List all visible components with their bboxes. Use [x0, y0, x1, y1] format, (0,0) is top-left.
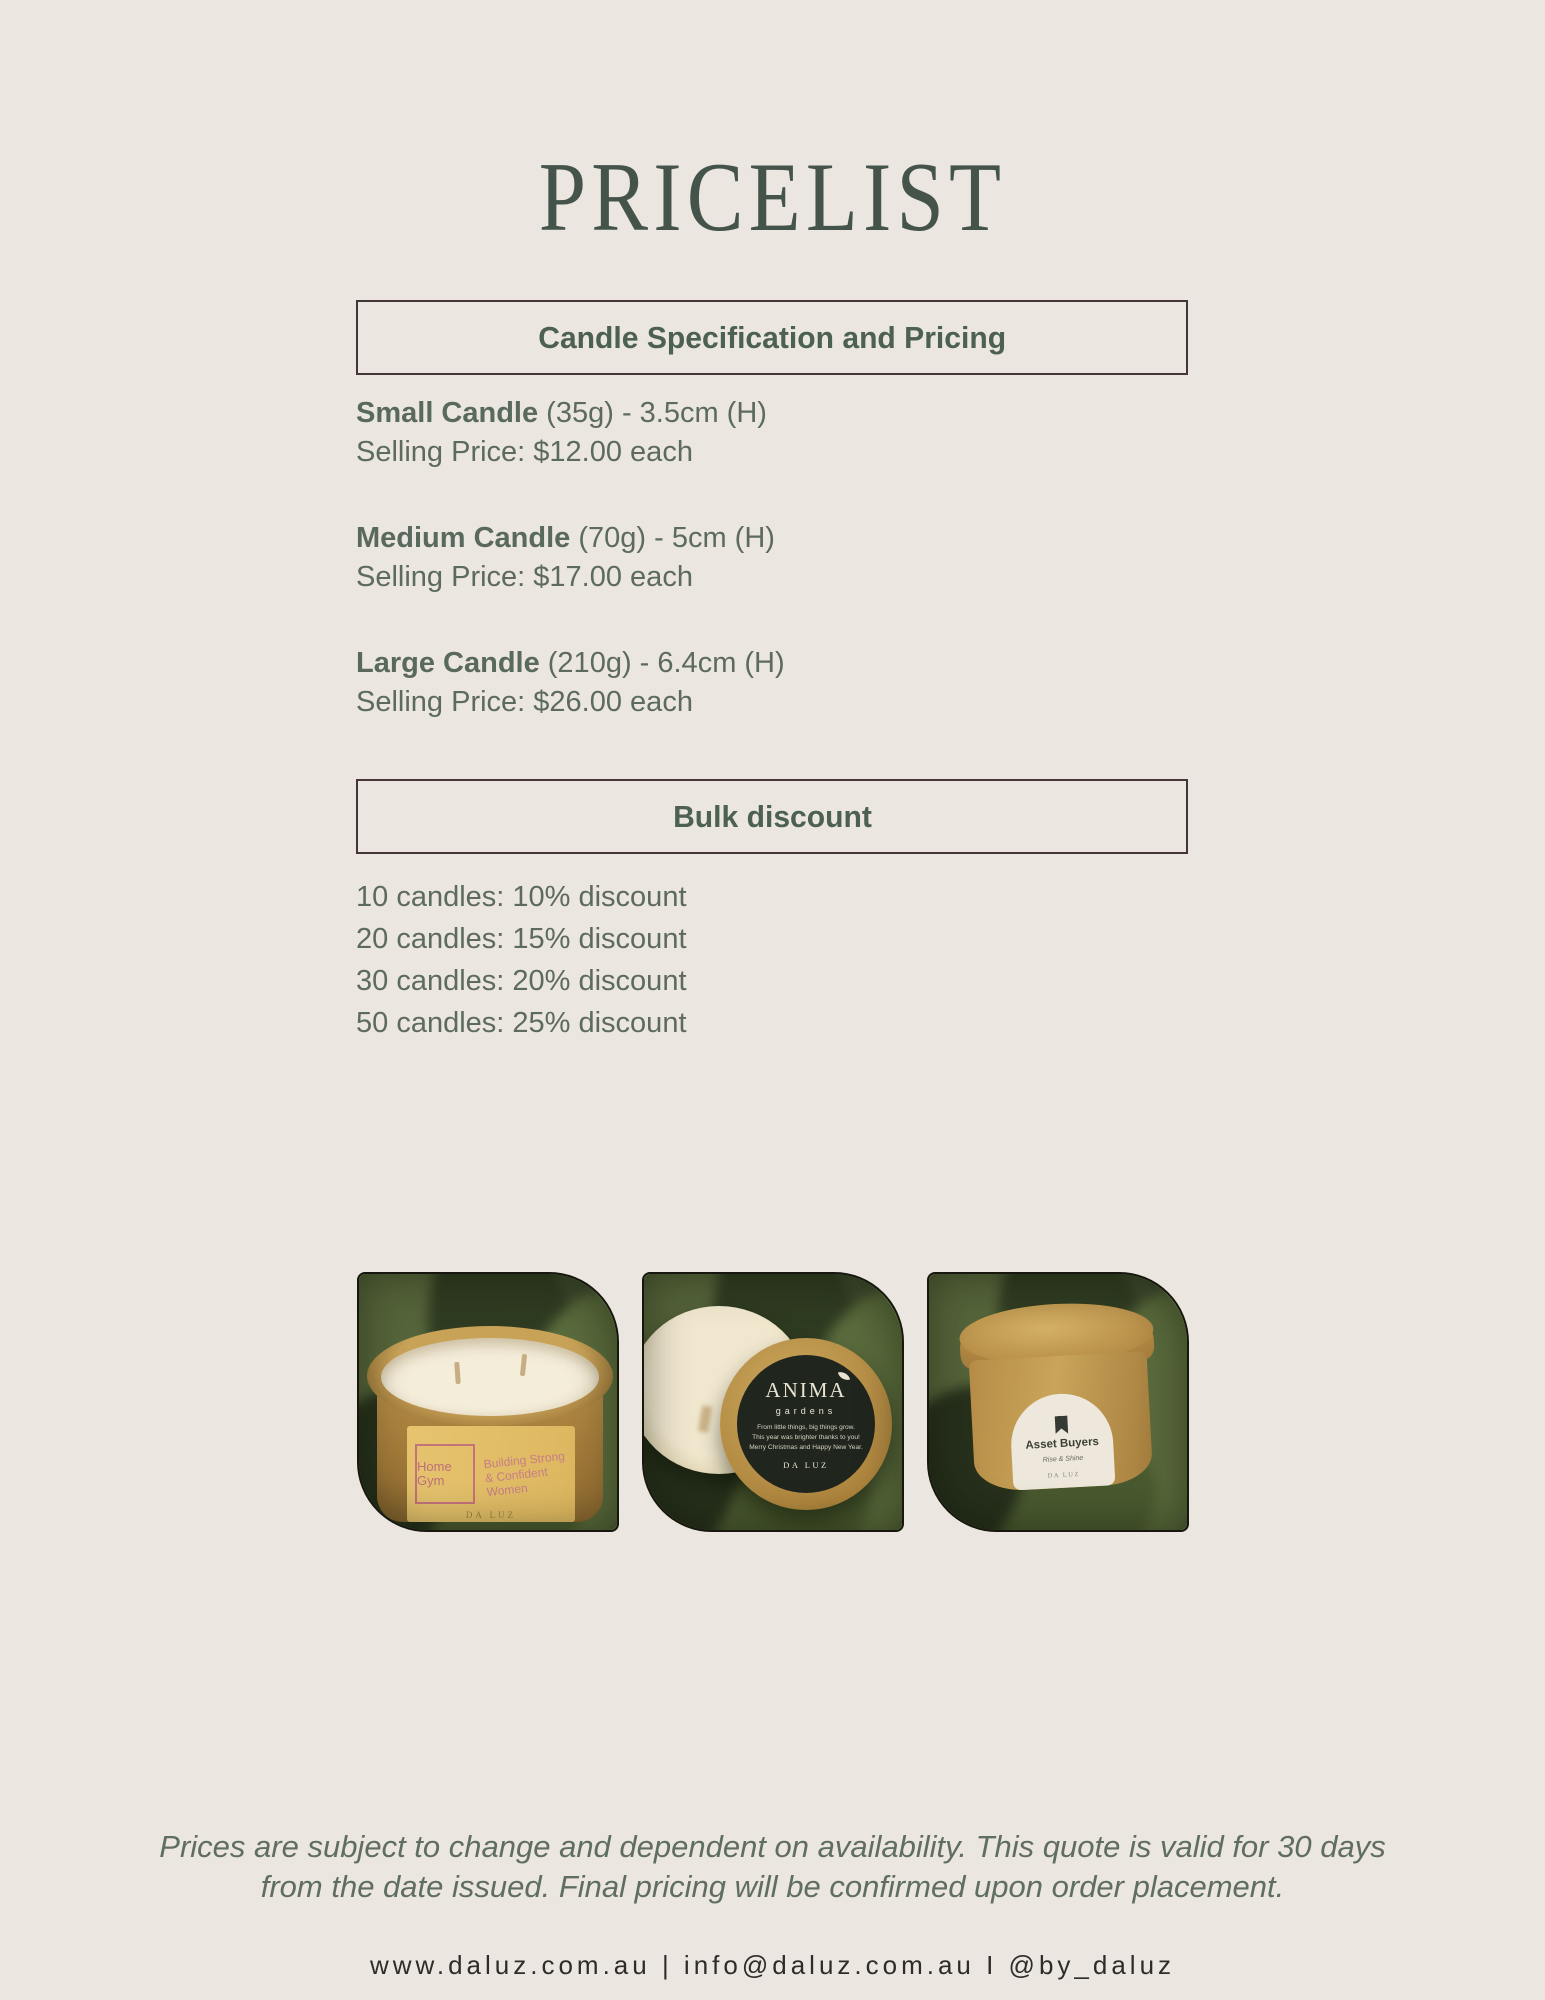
page-title: PRICELIST — [538, 143, 1007, 252]
label-message-line: This year was brighter thanks to you! — [752, 1433, 860, 1441]
closed-candle-tin — [927, 1272, 1189, 1532]
spec-item-large — [356, 644, 785, 722]
candle-label — [407, 1426, 575, 1522]
spec-item-name: Medium Candle — [356, 522, 571, 554]
discount-line: 10 candles: 10% discount — [356, 881, 687, 913]
candle-photo-anima-gardens — [642, 1272, 904, 1532]
spec-item-name: Small Candle — [356, 397, 539, 429]
spec-item-title-line — [356, 644, 785, 683]
anima-wordmark: ANIMA — [765, 1378, 846, 1403]
brand-text: DA LUZ — [465, 1510, 517, 1520]
home-gym-logo-text: Home Gym — [417, 1459, 452, 1488]
label-subtitle: Rise & Shine — [1042, 1454, 1084, 1464]
gardens-text: gardens — [775, 1405, 837, 1416]
spec-list — [356, 394, 785, 769]
label-message-line: From little things, big things grow. — [757, 1423, 855, 1431]
open-candle-tin — [359, 1274, 617, 1530]
gold-lid — [720, 1338, 892, 1510]
spec-item-price: Selling Price: $12.00 each — [356, 436, 693, 468]
spec-item-small — [356, 394, 785, 472]
leaf-icon — [837, 1370, 849, 1382]
terms-note-line: Prices are subject to change and dependent on availability. This quote is valid for 30 days — [159, 1829, 1386, 1864]
brand-text: DA LUZ — [1047, 1470, 1081, 1480]
spec-heading: Candle Specification and Pricing — [538, 319, 1006, 355]
candle-wax — [381, 1338, 599, 1416]
spec-item-medium — [356, 519, 785, 597]
spec-item-price: Selling Price: $26.00 each — [356, 686, 693, 718]
home-gym-logo-box — [415, 1444, 475, 1504]
spec-heading-box — [356, 300, 1188, 375]
label-tagline: Building Strong & Confident Women — [483, 1448, 566, 1500]
spec-item-detail: (210g) - 6.4cm (H) — [539, 647, 785, 679]
wick — [698, 1405, 712, 1432]
bulk-heading-box — [356, 779, 1188, 854]
spec-item-name: Large Candle — [356, 647, 540, 679]
label-message-line: Merry Christmas and Happy New Year. — [749, 1444, 863, 1452]
discount-line: 50 candles: 25% discount — [356, 1007, 687, 1039]
candle-photo-home-gym — [357, 1272, 619, 1532]
spec-item-price: Selling Price: $17.00 each — [356, 561, 693, 593]
terms-note — [0, 1827, 1545, 1907]
lid-label — [737, 1355, 875, 1493]
spec-item-title-line — [356, 519, 785, 558]
spec-item-detail: (70g) - 5cm (H) — [570, 522, 775, 554]
spec-item-title-line — [356, 394, 785, 433]
discount-line: 20 candles: 15% discount — [356, 923, 687, 955]
brand-text: DA LUZ — [783, 1460, 829, 1471]
discount-line: 30 candles: 20% discount — [356, 965, 687, 997]
terms-note-line: from the date issued. Final pricing will be confirmed upon order placement. — [260, 1869, 1285, 1904]
discount-list — [356, 876, 687, 1044]
label-title: Asset Buyers — [1025, 1435, 1100, 1452]
contact-line: www.daluz.com.au | info@daluz.com.au I @by_daluz — [369, 1950, 1176, 1980]
label-message — [749, 1423, 863, 1454]
candle-photo-asset-buyers — [927, 1272, 1189, 1532]
bulk-heading: Bulk discount — [672, 798, 872, 834]
spec-item-detail: (35g) - 3.5cm (H) — [538, 397, 767, 429]
bookmark-icon — [1054, 1416, 1068, 1435]
